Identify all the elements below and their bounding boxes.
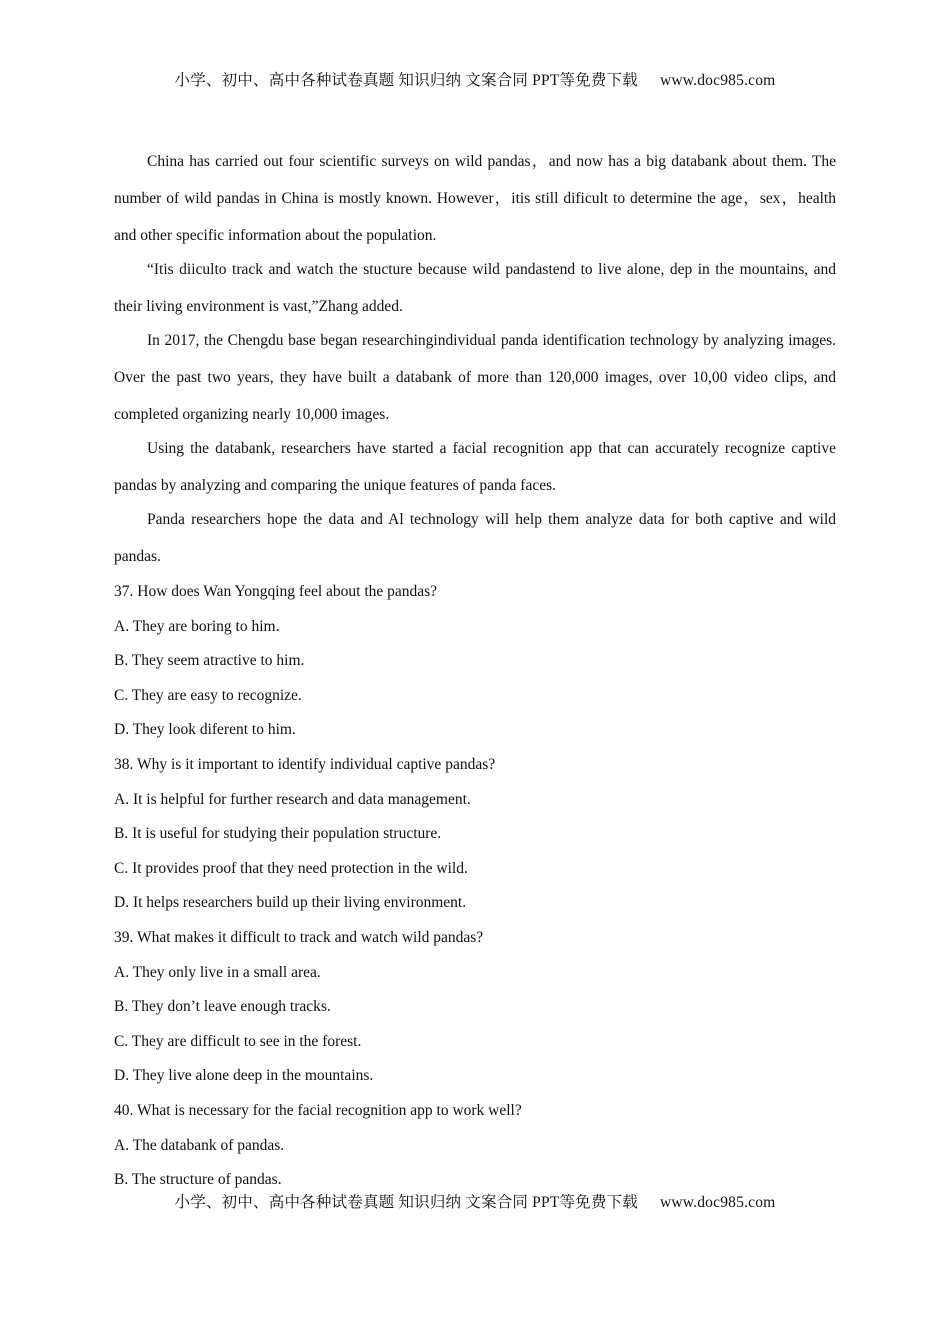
paragraph: “Itis diiculto track and watch the stucture because wild pandastend to live alone, dep in the mountains, and their living environment is vast,”Zhang added. bbox=[114, 261, 836, 315]
answer-option: B. They don’t leave enough tracks. bbox=[114, 998, 331, 1016]
answer-option: A. They are boring to him. bbox=[114, 617, 280, 635]
answer-option: D. They live alone deep in the mountains. bbox=[114, 1067, 374, 1085]
answer-option: C. It provides proof that they need protection in the wild. bbox=[114, 859, 468, 877]
question-38 bbox=[114, 748, 836, 921]
answer-option: A. It is helpful for further research and data management. bbox=[114, 790, 471, 808]
header-url[interactable]: www.doc985.com bbox=[659, 72, 776, 89]
answer-option: B. The structure of pandas. bbox=[114, 1171, 282, 1189]
question-stem: 39. What makes it difficult to track and watch wild pandas? bbox=[114, 928, 484, 946]
footer-url[interactable]: www.doc985.com bbox=[659, 1194, 776, 1211]
paragraph: In 2017, the Chengdu base began researchingindividual panda identification technology by analyzing images. Over the past two years, they have built a databank of more than 120,000 images, over 10,00 video clips, and completed organizing nearly 10,000 images. bbox=[114, 332, 836, 423]
answer-option: B. It is useful for studying their population structure. bbox=[114, 825, 442, 843]
answer-option: C. They are difficult to see in the forest. bbox=[114, 1032, 362, 1050]
document-body bbox=[114, 143, 836, 1198]
header-text: 小学、初中、高中各种试卷真题 知识归纳 文案合同 PPT等免费下载 bbox=[174, 72, 638, 89]
answer-option: A. They only live in a small area. bbox=[114, 963, 321, 981]
answer-option: A. The databank of pandas. bbox=[114, 1136, 285, 1154]
question-39 bbox=[114, 921, 836, 1094]
answer-option: C. They are easy to recognize. bbox=[114, 686, 302, 704]
question-40 bbox=[114, 1094, 836, 1198]
question-stem: 37. How does Wan Yongqing feel about the pandas? bbox=[114, 583, 438, 600]
question-stem: 38. Why is it important to identify individual captive pandas? bbox=[114, 755, 496, 773]
paragraph: Using the databank, researchers have started a facial recognition app that can accurately recognize captive pandas by analyzing and comparing the unique features of panda faces. bbox=[114, 440, 836, 494]
answer-option: D. They look diferent to him. bbox=[114, 721, 296, 739]
paragraph: China has carried out four scientific surveys on wild pandas，and now has a big databank about them. The number of wild pandas in China is mostly known. However，itis still dificult to determine the age，sex，health and other specific information about the population. bbox=[114, 153, 836, 244]
question-stem: 40. What is necessary for the facial recognition app to work well? bbox=[114, 1101, 522, 1119]
page-header bbox=[0, 68, 950, 90]
question-37 bbox=[114, 575, 836, 748]
answer-option: D. It helps researchers build up their living environment. bbox=[114, 894, 467, 912]
page-footer bbox=[0, 1190, 950, 1212]
footer-text: 小学、初中、高中各种试卷真题 知识归纳 文案合同 PPT等免费下载 bbox=[174, 1194, 638, 1211]
paragraph: Panda researchers hope the data and Al technology will help them analyze data for both captive and wild pandas. bbox=[114, 511, 836, 565]
answer-option: B. They seem atractive to him. bbox=[114, 652, 305, 670]
